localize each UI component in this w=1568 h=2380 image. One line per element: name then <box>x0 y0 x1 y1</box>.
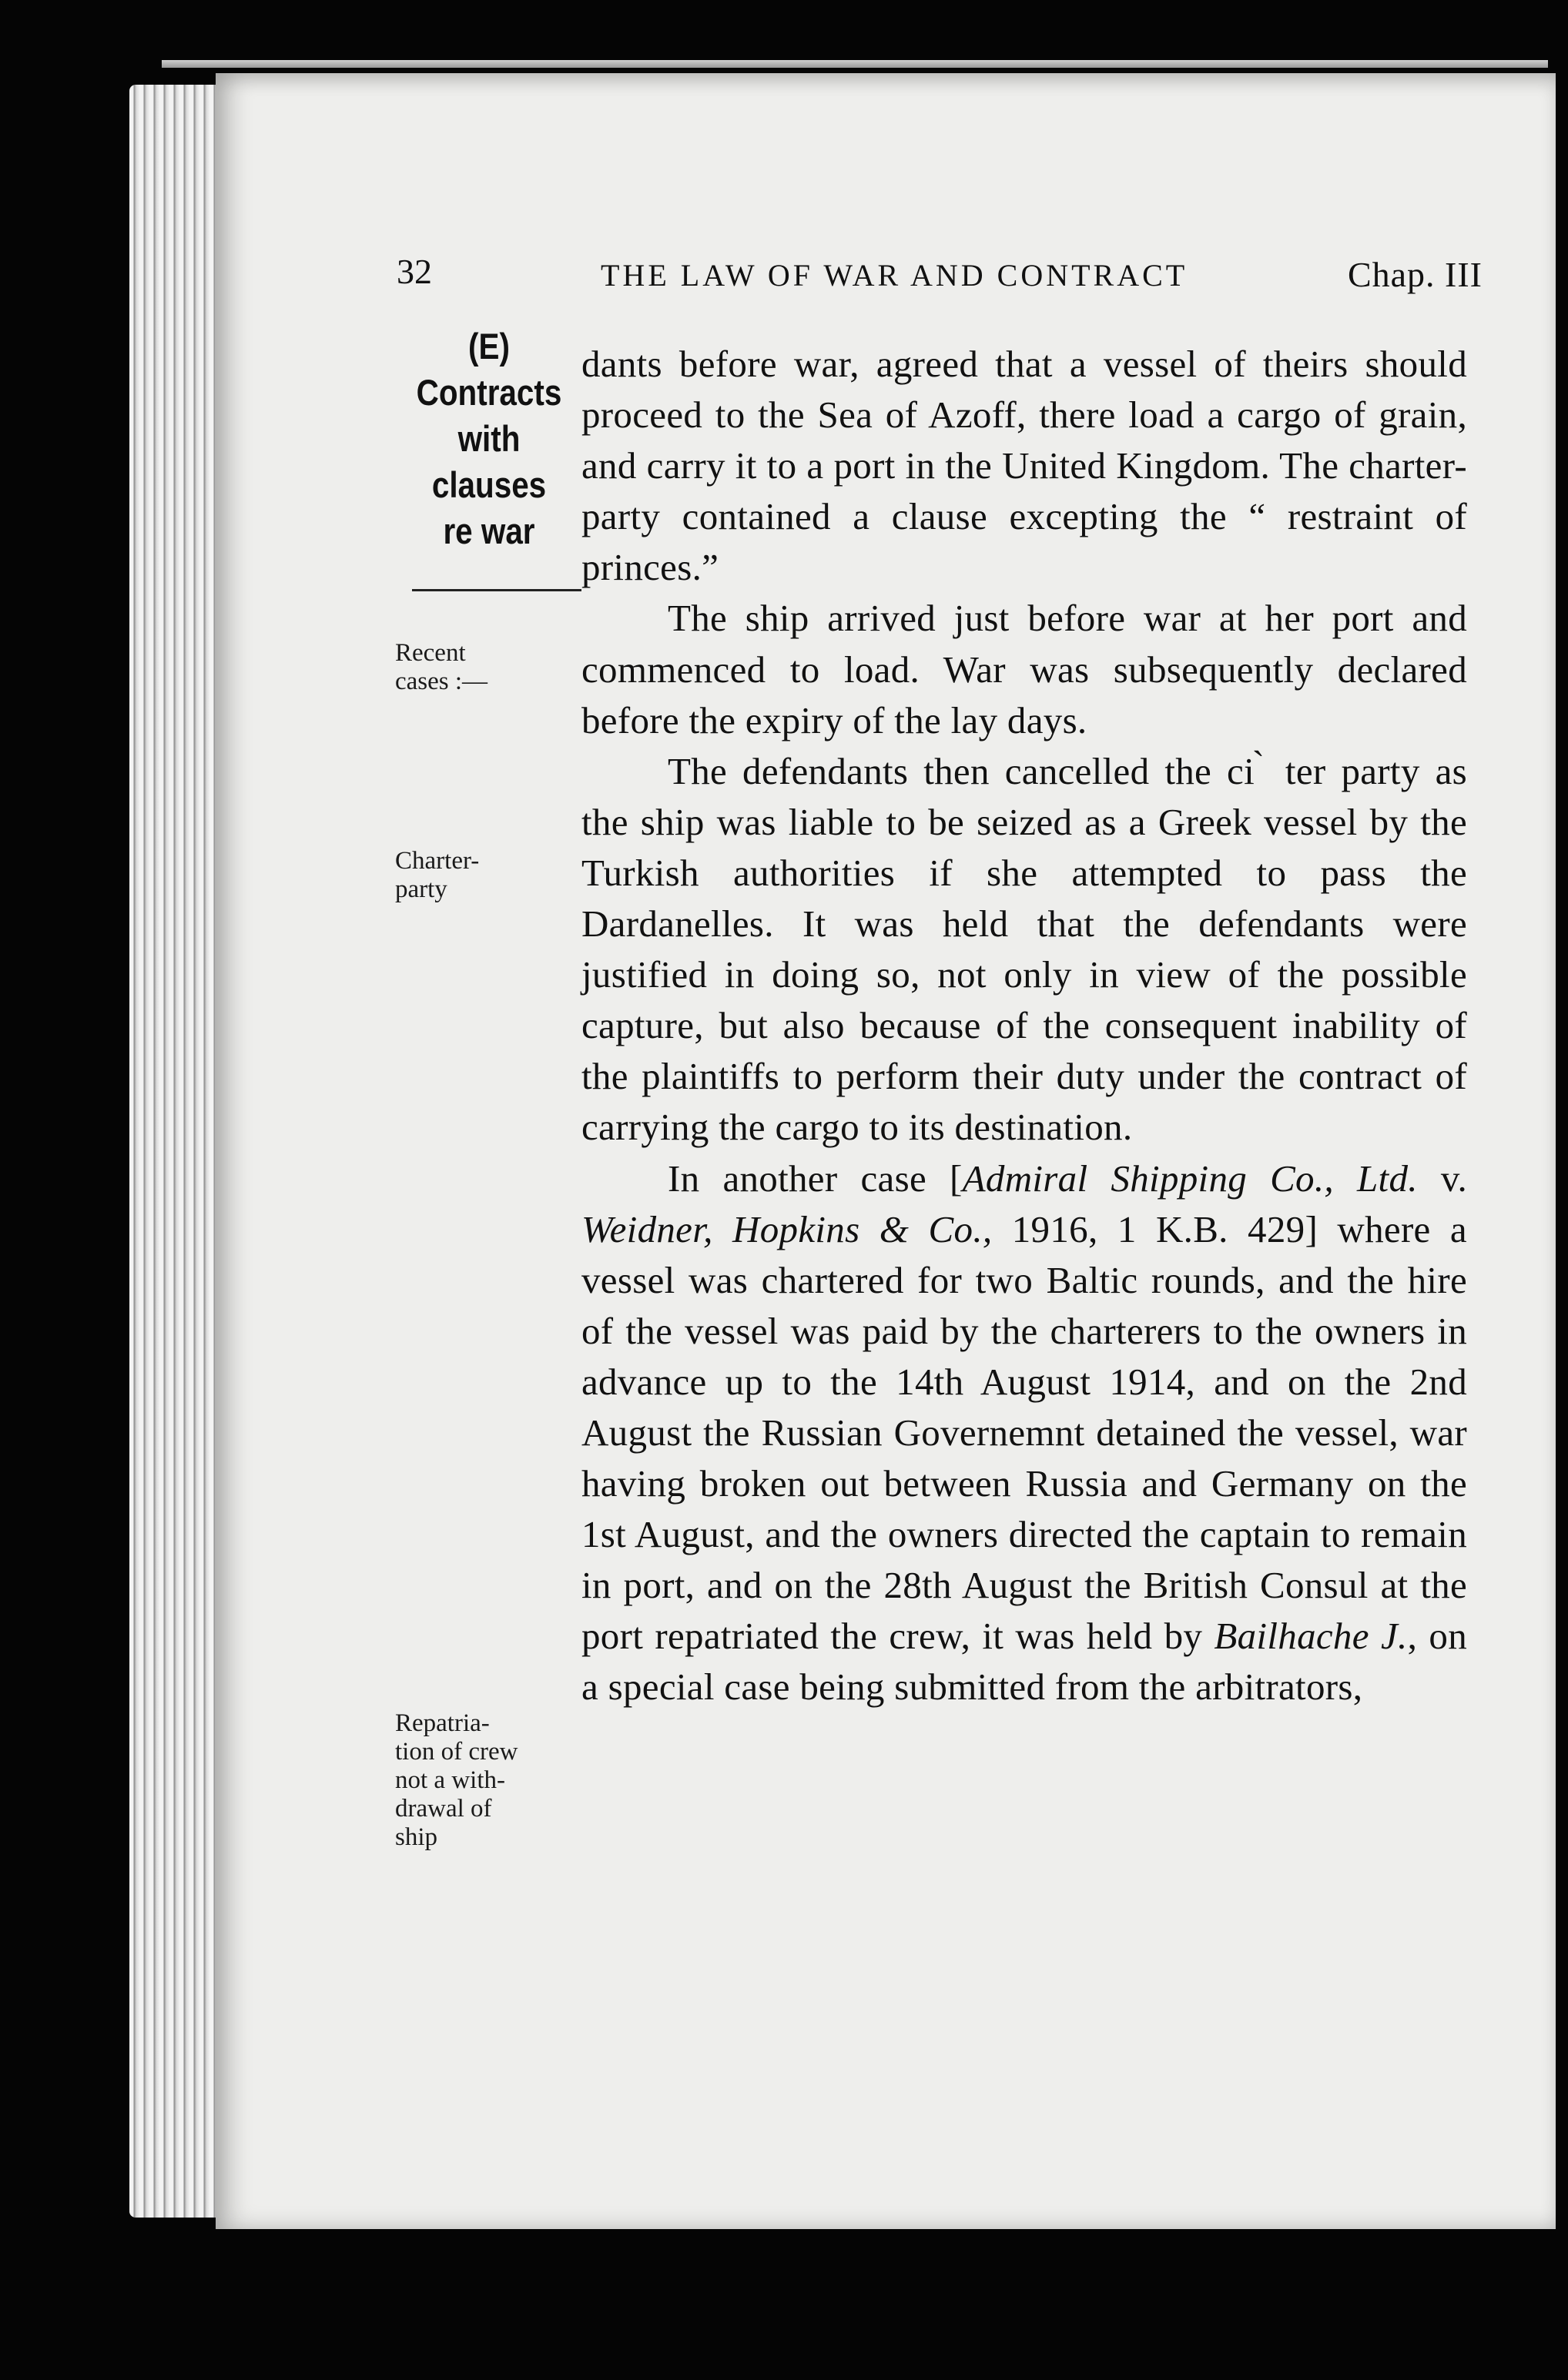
margin-divider <box>412 589 581 591</box>
page-edge-stack <box>129 85 222 2218</box>
margin-note-line: ship <box>395 1823 438 1851</box>
margin-note-line: Charter- <box>395 847 480 875</box>
case-party: Weidner, Hopkins & Co., <box>581 1207 993 1250</box>
side-heading-line: re war <box>443 510 535 551</box>
margin-note-repatriation <box>395 1709 588 1852</box>
running-title: THE LAW OF WAR AND CONTRACT <box>601 258 1188 293</box>
paragraph: The defendants then cancelled the ci ̀ ter party as the ship was liable to be seized as a Greek vessel by the Turkish authorities if she attempted to pass the Dardanelles. It was held that the defendants were justified in doing so, not only in view of the possible capture, but also because of the consequent inability of the plaintiffs to perform their duty under the contract of carrying the cargo to its destination. <box>581 749 1467 1149</box>
side-heading-line: (E) <box>468 326 510 367</box>
paragraph-text: v. <box>1417 1157 1467 1200</box>
paragraph: dants before war, agreed that a vessel of theirs should proceed to the Sea of Azoff, there load a cargo of grain, and carry it to a port in the United Kingdom. The charter-party contained a clause excepting the “ restraint of princes.” <box>581 343 1467 589</box>
page-top-edge <box>162 60 1548 68</box>
paragraph <box>581 1153 1467 1713</box>
side-heading <box>403 323 575 554</box>
paragraph-text: In another case [ <box>668 1157 963 1200</box>
side-heading-line: with <box>457 418 521 459</box>
side-heading-line: Contracts <box>416 372 562 413</box>
paragraph-text: , on a special case being submitted from the arbitrators, <box>581 1615 1467 1709</box>
page-number: 32 <box>397 252 432 291</box>
margin-note-line: tion of crew <box>395 1738 518 1766</box>
margin-note-charter-party <box>395 847 588 904</box>
margin-note-recent-cases <box>395 639 588 696</box>
margin-note-line: Recent <box>395 639 466 667</box>
body-text <box>581 339 1467 1713</box>
margin-note-line: not a with- <box>395 1766 505 1794</box>
case-name: Admiral Shipping Co., Ltd. <box>962 1157 1418 1200</box>
judge-name: Bailhache J. <box>1214 1615 1408 1658</box>
paragraph-text: 1916, 1 K.B. 429] where a vessel was chartered for two Baltic rounds, and the hire of the vessel was paid by the charterers to the owners in advance up to the 14th August 1914, and on the 2nd August the Russian Governemnt detained the vessel, war having broken out between Russia and Germany on the 1st August, and the owners directed the captain to remain in port, and on the 28th August the British Consul at the port repatriated the crew, it was held by <box>581 1207 1467 1658</box>
margin-note-line: drawal of <box>395 1795 492 1823</box>
margin-note-line: cases :— <box>395 668 488 695</box>
margin-note-line: party <box>395 875 447 903</box>
side-heading-line: clauses <box>431 464 547 505</box>
paragraph: The ship arrived just before war at her port and commenced to load. War was subsequently declared before the expiry of the lay days. <box>581 597 1467 741</box>
margin-notes <box>389 323 589 2017</box>
chapter-label: Chap. III <box>1347 255 1483 294</box>
margin-note-line: Repatria- <box>395 1709 490 1737</box>
page-header <box>397 246 1483 308</box>
